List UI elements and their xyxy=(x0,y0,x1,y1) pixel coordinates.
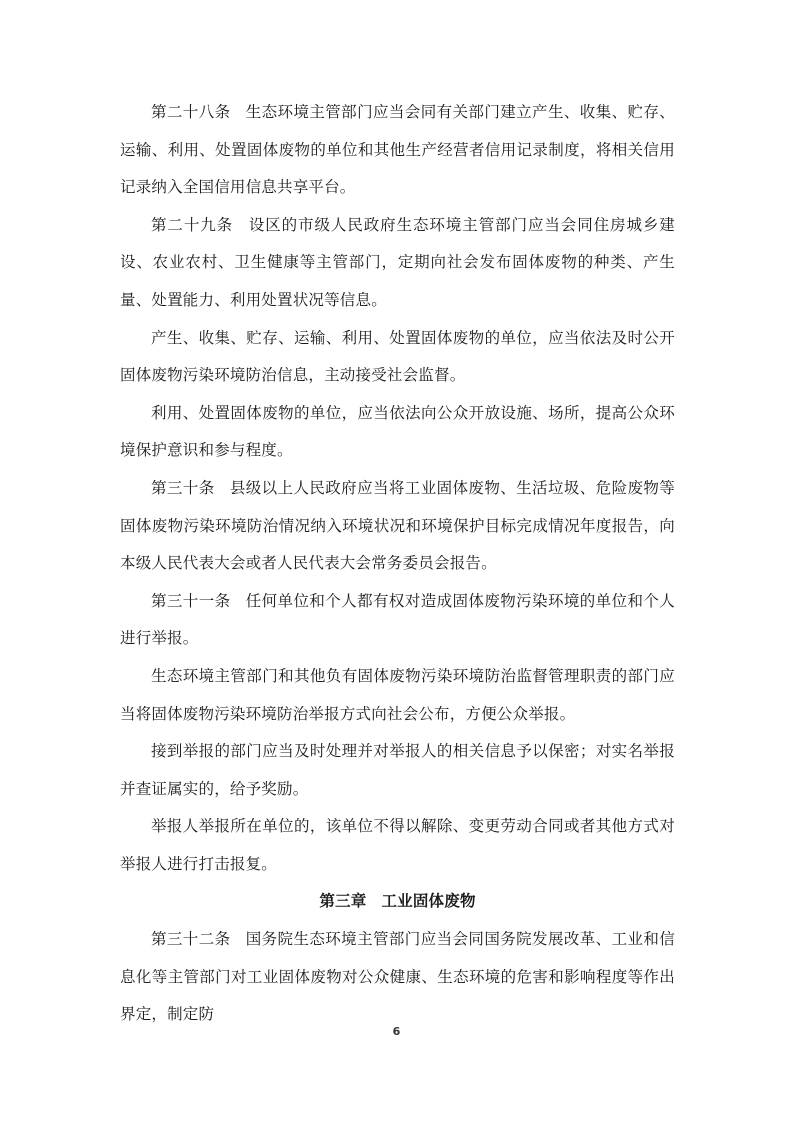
article-number: 第三十二条 xyxy=(151,930,231,949)
article-29-clause-2 xyxy=(120,320,675,395)
chapter-title: 工业固体废物 xyxy=(381,892,476,911)
article-number: 第三十条 xyxy=(151,478,215,497)
page-number: 6 xyxy=(392,1025,401,1038)
article-text: 县级以上人民政府应当将工业固体废物、生活垃圾、危险废物等固体废物污染环境防治情况纳入环境状况和环境保护目标完成情况年度报告，向本级人民代表大会或者人民代表大会常务委员会报告。 xyxy=(120,478,675,573)
article-text: 国务院生态环境主管部门应当会同国务院发展改革、工业和信息化等主管部门对工业固体废物对公众健康、生态环境的危害和影响程度等作出界定，制定防 xyxy=(120,930,675,1024)
article-29-clause-3 xyxy=(120,395,675,470)
article-30-paragraph xyxy=(120,470,675,583)
article-text: 任何单位和个人都有权对造成固体废物污染环境的单位和个人进行举报。 xyxy=(120,591,675,648)
article-31-clause-4 xyxy=(120,808,675,883)
clause-text: 生态环境主管部门和其他负有固体废物污染环境防治监督管理职责的部门应当将固体废物污染环境防治举报方式向社会公布，方便公众举报。 xyxy=(120,666,675,723)
article-32-paragraph xyxy=(120,921,675,1034)
clause-text: 举报人举报所在单位的，该单位不得以解除、变更劳动合同或者其他方式对举报人进行打击报复。 xyxy=(120,817,675,873)
article-text: 设区的市级人民政府生态环境主管部门应当会同住房城乡建设、农业农村、卫生健康等主管部门，定期向社会发布固体废物的种类、产生量、处置能力、利用处置状况等信息。 xyxy=(120,215,675,309)
chapter-heading xyxy=(120,883,675,921)
chapter-number: 第三章 xyxy=(319,892,367,911)
article-28-paragraph xyxy=(120,94,675,207)
article-number: 第二十九条 xyxy=(151,215,234,234)
article-number: 第二十八条 xyxy=(151,103,231,121)
clause-text: 产生、收集、贮存、运输、利用、处置固体废物的单位，应当依法及时公开固体废物污染环境防治信息，主动接受社会监督。 xyxy=(120,328,675,385)
article-text: 生态环境主管部门应当会同有关部门建立产生、收集、贮存、运输、利用、处置固体废物的单位和其他生产经营者信用记录制度，将相关信用记录纳入全国信用信息共享平台。 xyxy=(120,103,675,197)
article-29-paragraph xyxy=(120,207,675,320)
article-31-clause-3 xyxy=(120,733,675,808)
clause-text: 利用、处置固体废物的单位，应当依法向公众开放设施、场所，提高公众环境保护意识和参与程度。 xyxy=(120,403,675,460)
article-31-paragraph xyxy=(120,583,675,658)
clause-text: 接到举报的部门应当及时处理并对举报人的相关信息予以保密；对实名举报并查证属实的，给予奖励。 xyxy=(120,742,675,798)
article-31-clause-2 xyxy=(120,658,675,733)
article-number: 第三十一条 xyxy=(151,591,231,610)
document-body xyxy=(120,94,675,1034)
